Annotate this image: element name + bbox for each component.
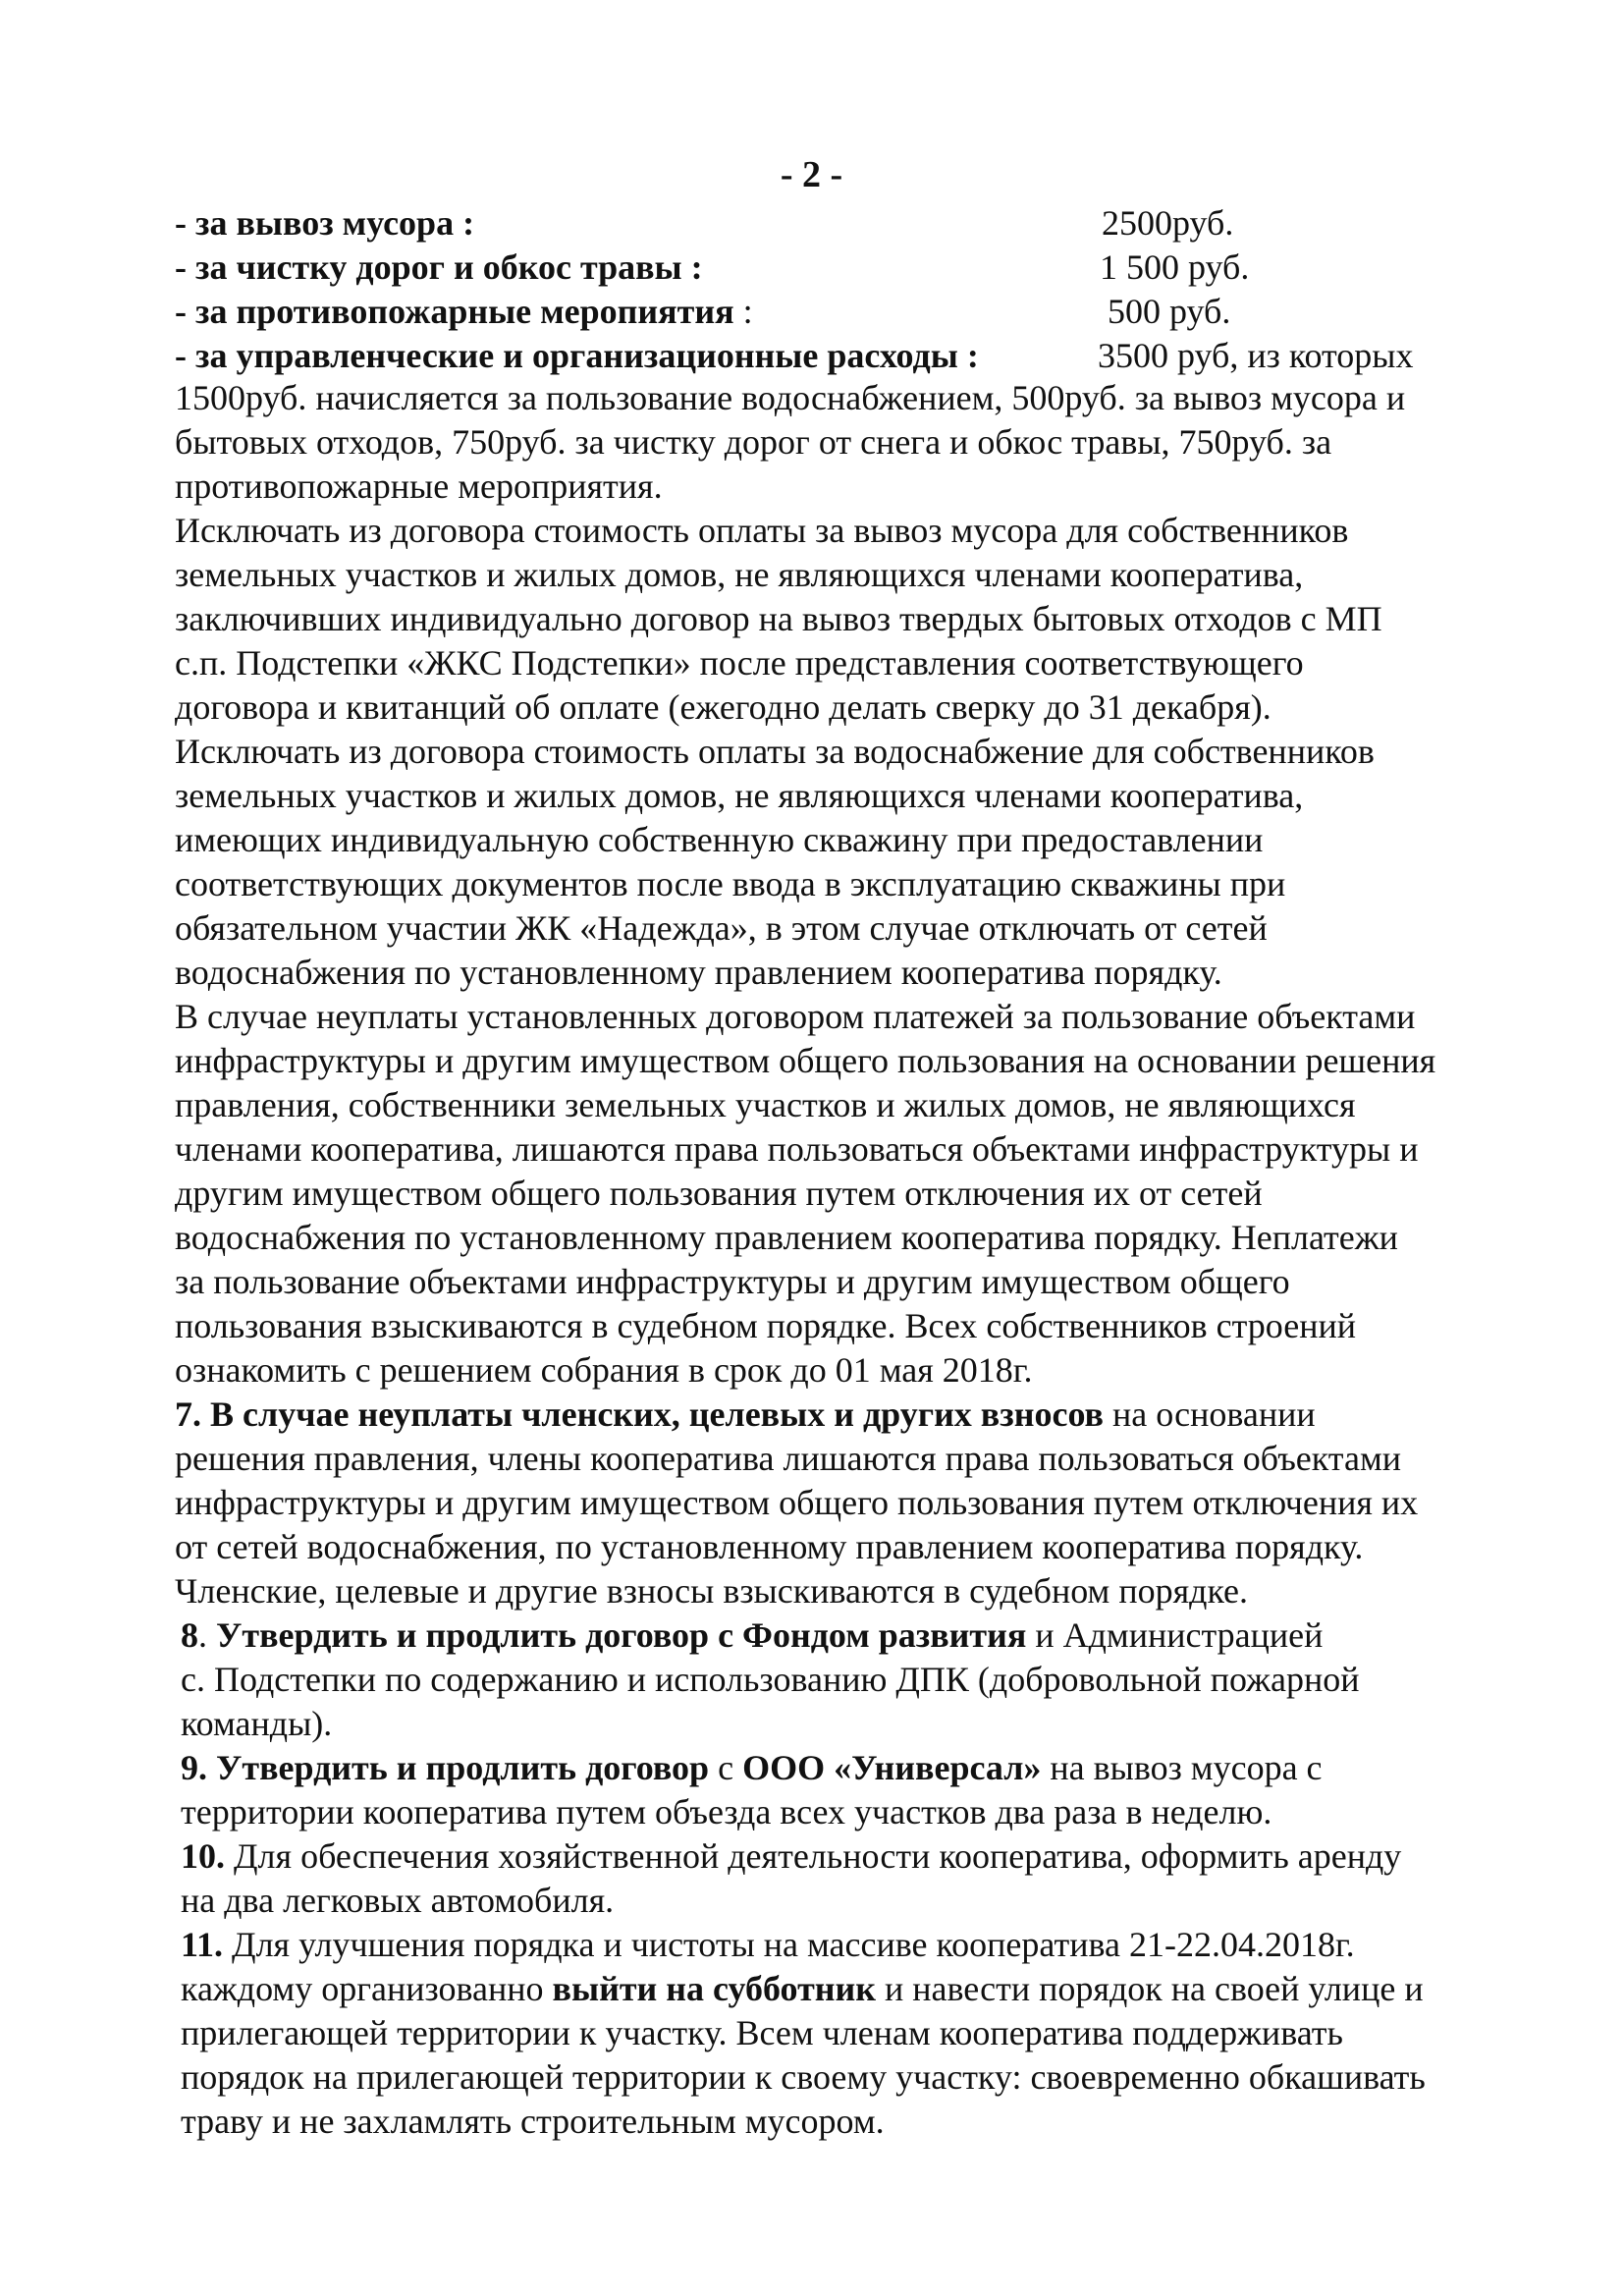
- item-9-company: ООО «Универсал»: [742, 1748, 1042, 1787]
- text-line: водоснабжения по установленному правлением кооператива порядку. Неплатежи: [175, 1218, 1398, 1257]
- page-number: - 2 -: [780, 154, 843, 195]
- item-9-lead: на вывоз мусора с: [1041, 1748, 1323, 1787]
- text-line: Членские, целевые и другие взносы взыскиваются в судебном порядке.: [175, 1571, 1249, 1611]
- text-line: прилегающей территории к участку. Всем членам кооператива поддерживать: [181, 2013, 1343, 2052]
- text-line: команды).: [181, 1704, 333, 1743]
- item-7: [175, 1393, 1564, 1613]
- fee-label: - за управленческие и организационные расходы :: [175, 336, 979, 375]
- text-line: В случае неуплаты установленных договором платежей за пользование объектами: [175, 997, 1416, 1036]
- nonpayment-paragraph: [175, 995, 1564, 1393]
- text-line: Исключать из договора стоимость оплаты за водоснабжение для собственников: [175, 732, 1375, 771]
- text-line: с. Подстепки по содержанию и использованию ДПК (добровольной пожарной: [181, 1660, 1360, 1699]
- fee-amount: 500 руб.: [1108, 292, 1231, 331]
- item-10: [175, 1834, 1564, 1923]
- item-9-mid: с: [709, 1748, 743, 1787]
- fee-note-paragraph: [175, 376, 1564, 509]
- text-line: земельных участков и жилых домов, не являющихся членами кооператива,: [175, 776, 1304, 815]
- item-11-subbotnik: выйти на субботник: [552, 1969, 876, 2008]
- fee-amount: 2500руб.: [1102, 203, 1234, 243]
- text-line: членами кооператива, лишаются права пользоваться объектами инфраструктуры и: [175, 1129, 1419, 1169]
- item-8-heading: Утвердить и продлить договор с Фондом развития: [216, 1615, 1027, 1655]
- item-10-lead: Для обеспечения хозяйственной деятельности кооператива, оформить аренду: [225, 1836, 1402, 1876]
- item-9: [175, 1746, 1564, 1834]
- text-line: пользования взыскиваются в судебном порядке. Всех собственников строений: [175, 1306, 1356, 1345]
- text-line: инфраструктуры и другим имуществом общего пользования путем отключения их: [175, 1483, 1419, 1522]
- text-line: другим имуществом общего пользования путем отключения их от сетей: [175, 1174, 1263, 1213]
- text-line: противопожарные мероприятия.: [175, 466, 663, 506]
- text-line: Исключать из договора стоимость оплаты за вывоз мусора для собственников: [175, 511, 1349, 550]
- item-7-lead: на основании: [1103, 1394, 1316, 1434]
- item-11-l2-post: и навести порядок на своей улице и: [875, 1969, 1424, 2008]
- text-line: решения правления, члены кооператива лишаются права пользоваться объектами: [175, 1439, 1401, 1478]
- fee-label: - за противопожарные меропиятия: [175, 292, 734, 331]
- fee-line-roads: [175, 246, 1549, 290]
- text-line: правления, собственники земельных участков и жилых домов, не являющихся: [175, 1085, 1356, 1124]
- text-line: 1500руб. начисляется за пользование водоснабжением, 500руб. за вывоз мусора и: [175, 378, 1406, 417]
- text-line: на два легковых автомобиля.: [181, 1881, 615, 1920]
- fee-line-garbage: [175, 201, 1549, 246]
- item-7-heading: 7. В случае неуплаты членских, целевых и других взносов: [175, 1394, 1104, 1434]
- fee-line-admin: [175, 334, 1549, 378]
- fee-label: - за вывоз мусора :: [175, 203, 475, 243]
- item-10-number: 10.: [181, 1836, 225, 1876]
- text-line: имеющих индивидуальную собственную скважину при предоставлении: [175, 820, 1264, 859]
- text-line: обязательном участии ЖК «Надежда», в этом случае отключать от сетей: [175, 908, 1268, 948]
- text-line: за пользование объектами инфраструктуры и другим имуществом общего: [175, 1262, 1290, 1301]
- text-line: инфраструктуры и другим имуществом общего пользования на основании решения: [175, 1041, 1436, 1080]
- item-8-sep: .: [198, 1615, 216, 1655]
- text-line: бытовых отходов, 750руб. за чистку дорог от снега и обкос травы, 750руб. за: [175, 422, 1332, 462]
- text-line: ознакомить с решением собрания в срок до 01 мая 2018г.: [175, 1350, 1033, 1390]
- garbage-exclusion-paragraph: [175, 509, 1564, 730]
- text-line: траву и не захламлять строительным мусором.: [181, 2102, 885, 2141]
- fee-amount: 1 500 руб.: [1100, 247, 1250, 287]
- item-11-lead: Для улучшения порядка и чистоты на массиве кооператива 21-22.04.2018г.: [223, 1925, 1355, 1964]
- item-8-number: 8: [181, 1615, 198, 1655]
- water-exclusion-paragraph: [175, 730, 1564, 995]
- text-line: соответствующих документов после ввода в эксплуатацию скважины при: [175, 864, 1286, 903]
- text-line: водоснабжения по установленному правлением кооператива порядку.: [175, 953, 1222, 992]
- text-line: земельных участков и жилых домов, не являющихся членами кооператива,: [175, 555, 1304, 594]
- text-line: от сетей водоснабжения, по установленному правлением кооператива порядку.: [175, 1527, 1364, 1566]
- text-line: порядок на прилегающей территории к своему участку: своевременно обкашивать: [181, 2057, 1426, 2097]
- fee-line-fire: [175, 290, 1549, 334]
- text-line: заключивших индивидуально договор на вывоз твердых бытовых отходов с МП: [175, 599, 1382, 638]
- item-9-heading: 9. Утвердить и продлить договор: [181, 1748, 710, 1787]
- document-body: [175, 376, 1564, 2144]
- item-11-l2-pre: каждому организованно: [181, 1969, 553, 2008]
- item-8-lead: и Администрацией: [1026, 1615, 1324, 1655]
- fee-amount: 3500 руб, из которых: [1098, 336, 1414, 375]
- item-11: [175, 1923, 1564, 2144]
- text-line: территории кооператива путем объезда всех участков два раза в неделю.: [181, 1792, 1272, 1831]
- item-8: [175, 1613, 1564, 1746]
- text-line: с.п. Подстепки «ЖКС Подстепки» после представления соответствующего: [175, 643, 1304, 683]
- text-line: договора и квитанций об оплате (ежегодно делать сверку до 31 декабря).: [175, 687, 1271, 727]
- item-11-number: 11.: [181, 1925, 224, 1964]
- fee-label-suffix: :: [733, 292, 753, 331]
- fee-label: - за чистку дорог и обкос травы :: [175, 247, 703, 287]
